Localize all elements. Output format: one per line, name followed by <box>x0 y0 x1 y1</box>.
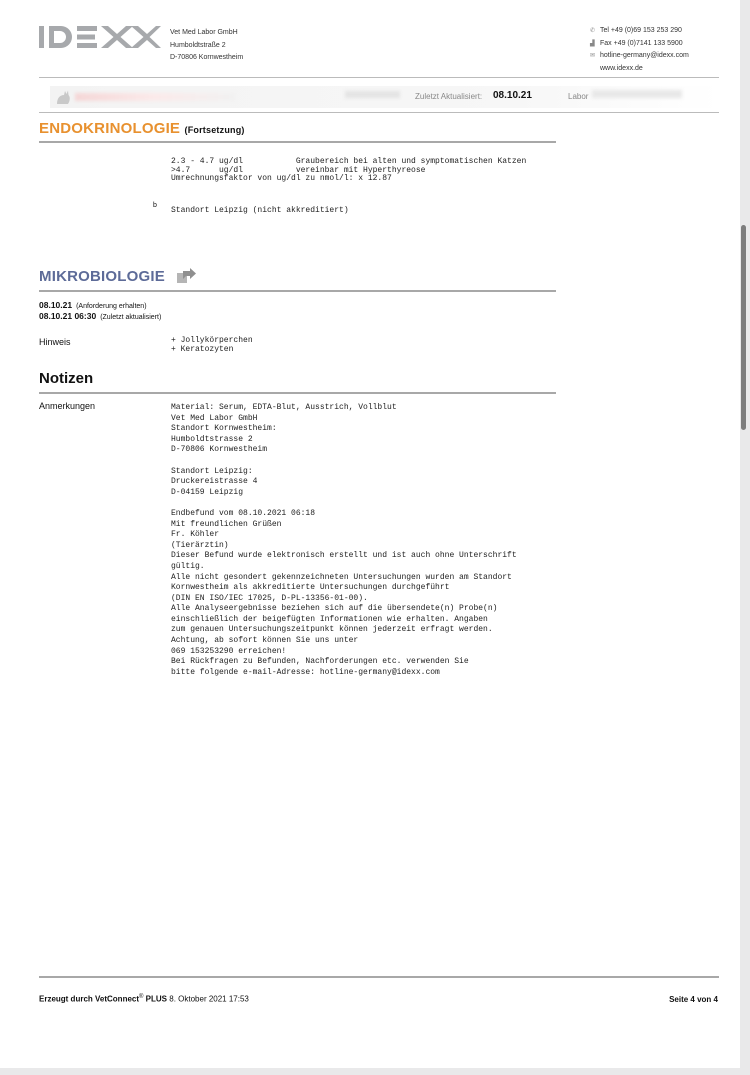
footer-divider <box>39 976 719 978</box>
hinweis-text: + Jollykörperchen + Keratozyten <box>171 336 253 354</box>
endo-reference-text: 2.3 - 4.7 ug/dl Graubereich bei alten und symptomatischen Katzen >4.7 ug/dl vereinbar mit Hyperthyreose Umrechnungsfaktor von ug/dl zu nmol/l: x 12.87 <box>171 157 527 184</box>
hinweis-label: Hinweis <box>39 337 71 347</box>
redacted-patient-name <box>75 93 235 101</box>
phone-icon: ✆ <box>590 28 596 34</box>
received-date: 08.10.21 (Anforderung erhalten) <box>39 300 147 310</box>
page-number: Seite 4 von 4 <box>669 995 718 1004</box>
endo-section-title: ENDOKRINOLOGIE (Fortsetzung) <box>39 120 245 137</box>
mail-icon: ✉ <box>590 53 596 59</box>
redacted-labor-number <box>592 90 682 98</box>
scrollbar[interactable] <box>741 225 746 430</box>
bar-divider <box>39 112 719 113</box>
lab-contact: ✆ Tel +49 (0)69 153 253 290 ▟ Fax +49 (0)7141 133 5900 ✉ hotline-germany@idexx.com www.idexx.de <box>590 27 689 72</box>
export-icon[interactable] <box>176 268 196 284</box>
idexx-logo <box>39 26 161 48</box>
notes-title: Notizen <box>39 370 94 387</box>
micro-section-title: MIKROBIOLOGIE <box>39 268 165 285</box>
fax-icon: ▟ <box>590 40 595 47</box>
endo-divider <box>39 141 556 143</box>
anmerkungen-text: Material: Serum, EDTA-Blut, Ausstrich, Vollblut Vet Med Labor GmbH Standort Kornwestheim: Humboldtstrasse 2 D-70806 Kornwestheim Standort Leipzig: Druckereistrasse 4 D-04159 Leipzig Endbefund vom 08.10.2021 06:18 Mit freundlichen Grüßen Fr. Köhler (Tierärztin) Dieser Befund wurde elektronisch erstellt und ist auch ohne Unterschrift gültig. Alle nicht gesondert gekennzeichneten Untersuchungen wurden am Standort Kornwestheim als akkreditierte Untersuchungen durchgeführt (DIN EN ISO/IEC 17025, D-PL-13356-01-00). Alle Analyseergebnisse beziehen sich auf die übersendete(n) Probe(n) einschließlich der beigefügten Informationen wie erhalten. Angaben zum genauen Untersuchungszeitpunkt können jederzeit erfragt werden. Achtung, ab sofort können Sie uns unter 069 153253290 erreichen! Bei Rückfragen zu Befunden, Nachforderungen etc. verwenden Sie bitte folgende e-mail-Adresse: hotline-germany@idexx.com <box>171 403 517 677</box>
footnote-text: Standort Leipzig (nicht akkreditiert) <box>171 206 349 215</box>
cat-icon <box>55 89 73 105</box>
anmerkungen-label: Anmerkungen <box>39 401 96 411</box>
redacted-field <box>345 91 400 98</box>
notes-divider <box>39 392 556 394</box>
updated-datetime: 08.10.21 06:30 (Zuletzt aktualisiert) <box>39 311 162 321</box>
updated-label: Zuletzt Aktualisiert: <box>415 92 483 101</box>
header-divider <box>39 77 719 78</box>
micro-divider <box>39 290 556 292</box>
labor-label: Labor <box>568 92 589 101</box>
footer-generated: Erzeugt durch VetConnect® PLUS 8. Oktober 2021 17:53 <box>39 994 249 1004</box>
footnote-mark: b <box>153 202 157 209</box>
updated-date: 08.10.21 <box>493 90 532 101</box>
lab-address: Vet Med Labor GmbH Humboldtstraße 2 D-70806 Kornwestheim <box>170 29 244 61</box>
